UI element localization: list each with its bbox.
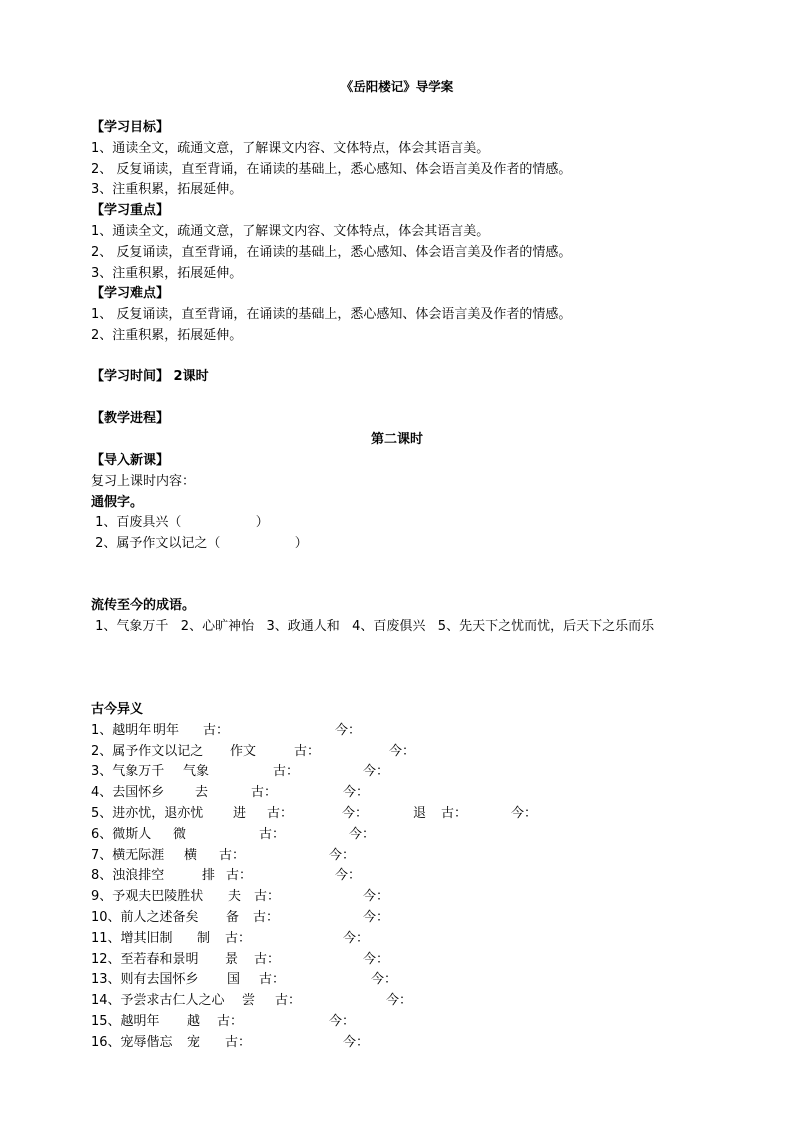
gujin-row: [91, 991, 751, 1012]
review-text: 复习上课时内容：: [91, 473, 196, 489]
gujin-word: 国: [227, 972, 241, 988]
gujin-phrase: 11、增其旧制: [91, 930, 173, 946]
key-points-heading: 【学习重点】: [91, 203, 170, 219]
gujin-ancient-label: 古：: [225, 1034, 252, 1050]
gujin-phrase: 5、进亦忧，退亦忧: [91, 805, 204, 821]
gujin-modern-label: 今：: [386, 993, 413, 1009]
gujin-ancient-label: 古：: [267, 805, 294, 821]
gujin-ancient-label: 古：: [253, 909, 280, 925]
lesson-title: 第二课时: [370, 432, 423, 447]
gujin-word: 作文: [230, 743, 257, 759]
goal-item: 3、注重积累，拓展延伸。: [91, 182, 243, 198]
gujin-word: 横: [184, 847, 198, 863]
gujin-row: [91, 866, 751, 887]
key-point-item: 3、注重积累，拓展延伸。: [91, 265, 243, 281]
gujin-ancient-label: 古：: [275, 993, 302, 1009]
objectives-section: [91, 118, 751, 347]
gujin-phrase: 1、越明年: [91, 722, 152, 738]
gujin-word: 宠: [187, 1034, 201, 1050]
gujin-modern-label: 今：: [511, 805, 538, 821]
gujin-ancient-label: 古：: [441, 805, 468, 821]
gujin-row: [91, 825, 751, 846]
gujin-phrase: 7、横无际涯: [91, 847, 165, 863]
gujin-ancient-label: 古：: [259, 826, 286, 842]
gujin-row: [91, 846, 751, 867]
gujin-modern-label: 今：: [389, 743, 416, 759]
gujin-modern-label: 今：: [371, 972, 398, 988]
gujin-phrase: 16、宠辱偕忘: [91, 1034, 173, 1050]
gujin-row: [91, 950, 751, 971]
gujin-word: 退: [413, 805, 427, 821]
gujin-ancient-label: 古：: [219, 847, 246, 863]
gujin-row: [91, 783, 751, 804]
key-point-item: 2、 反复诵读，直至背诵，在诵读的基础上，悉心感知、体会语言美及作者的情感。: [91, 244, 572, 260]
gujin-rows: [91, 721, 751, 1054]
gujin-modern-label: 今：: [343, 785, 370, 801]
gujin-word: 越: [187, 1013, 201, 1029]
gujin-word: 去: [195, 785, 209, 801]
idioms-heading: 流传至今的成语。: [91, 598, 196, 613]
gujin-modern-label: 今：: [363, 909, 390, 925]
study-time: 【学习时间】 2课时: [91, 369, 209, 384]
gujin-phrase: 8、浊浪排空: [91, 868, 165, 884]
tongjia-item: 2、属予作文以记之（ ）: [91, 536, 308, 552]
gujin-word: 微: [173, 826, 187, 842]
gujin-word: 气象: [183, 764, 210, 780]
gujin-phrase: 12、至若春和景明: [91, 951, 199, 967]
goals-heading: 【学习目标】: [91, 120, 170, 135]
gujin-ancient-label: 古：: [273, 764, 300, 780]
gujin-heading: 古今异义: [91, 702, 144, 717]
gujin-word: 尝: [242, 993, 256, 1009]
gujin-ancient-label: 古：: [203, 722, 230, 738]
difficulty-item: 2、注重积累，拓展延伸。: [91, 327, 243, 343]
gujin-row: [91, 762, 751, 783]
gujin-word: 进: [233, 805, 247, 821]
gujin-row: [91, 721, 751, 742]
gujin-row: [91, 908, 751, 929]
gujin-phrase: 13、则有去国怀乡: [91, 972, 199, 988]
gujin-phrase: 10、前人之述备矣: [91, 909, 199, 925]
gujin-modern-label: 今：: [342, 805, 369, 821]
goal-item: 2、 反复诵读，直至背诵，在诵读的基础上，悉心感知、体会语言美及作者的情感。: [91, 161, 572, 177]
intro-heading: 【导入新课】: [91, 453, 170, 468]
process-section: [91, 409, 751, 430]
gujin-phrase: 3、气象万千: [91, 764, 165, 780]
gujin-word: 景: [225, 951, 239, 967]
gujin-modern-label: 今：: [329, 847, 356, 863]
gujin-modern-label: 今：: [349, 826, 376, 842]
gujin-row: [91, 887, 751, 908]
gujin-modern-label: 今：: [343, 1034, 370, 1050]
gujin-word: 排: [202, 868, 216, 884]
difficulties-heading: 【学习难点】: [91, 286, 170, 302]
idioms-section: [91, 596, 751, 617]
tongjia-heading: 通假字。: [91, 494, 144, 510]
gujin-ancient-label: 古：: [251, 785, 278, 801]
gujin-phrase: 14、予尝求古仁人之心: [91, 993, 225, 1009]
gujin-modern-label: 今：: [363, 764, 390, 780]
gujin-word: 备: [226, 909, 240, 925]
gujin-ancient-label: 古：: [225, 930, 252, 946]
time-section: [91, 367, 751, 388]
gujin-row: [91, 1033, 751, 1054]
gujin-modern-label: 今：: [335, 722, 362, 738]
idioms-list: 1、气象万千 2、心旷神怡 3、政通人和 4、百废俱兴 5、先天下之忧而忧，后天下之乐而乐: [91, 619, 655, 634]
intro-section: [91, 451, 751, 555]
gujin-row: [91, 1012, 751, 1033]
gujin-word: 夫: [228, 889, 242, 905]
gujin-word: 明年: [153, 722, 180, 738]
tongjia-item: 1、百废具兴（ ）: [91, 515, 269, 531]
document-title: 《岳阳楼记》导学案: [340, 79, 454, 94]
gujin-phrase: 9、予观夫巴陵胜状: [91, 889, 204, 905]
gujin-ancient-label: 古：: [254, 951, 281, 967]
gujin-row: [91, 970, 751, 991]
gujin-phrase: 4、去国怀乡: [91, 785, 165, 801]
gujin-ancient-label: 古：: [259, 972, 286, 988]
process-heading: 【教学进程】: [91, 411, 170, 426]
gujin-phrase: 15、越明年: [91, 1013, 160, 1029]
gujin-ancient-label: 古：: [294, 743, 321, 759]
goal-item: 1、通读全文，疏通文意，了解课文内容、文体特点，体会其语言美。: [91, 140, 490, 156]
gujin-phrase: 2、属予作文以记之: [91, 743, 204, 759]
gujin-row: [91, 804, 751, 825]
gujin-modern-label: 今：: [329, 1013, 356, 1029]
gujin-row: [91, 929, 751, 950]
gujin-ancient-label: 古：: [226, 868, 253, 884]
gujin-ancient-label: 古：: [217, 1013, 244, 1029]
difficulty-item: 1、 反复诵读，直至背诵，在诵读的基础上，悉心感知、体会语言美及作者的情感。: [91, 307, 572, 323]
gujin-ancient-label: 古：: [254, 889, 281, 905]
gujin-modern-label: 今：: [335, 868, 362, 884]
gujin-modern-label: 今：: [363, 889, 390, 905]
gujin-row: [91, 742, 751, 763]
key-point-item: 1、通读全文，疏通文意，了解课文内容、文体特点，体会其语言美。: [91, 223, 490, 239]
gujin-word: 制: [197, 930, 211, 946]
gujin-modern-label: 今：: [363, 951, 390, 967]
gujin-phrase: 6、微斯人: [91, 826, 152, 842]
gujin-section: [91, 700, 751, 1054]
gujin-modern-label: 今：: [343, 930, 370, 946]
